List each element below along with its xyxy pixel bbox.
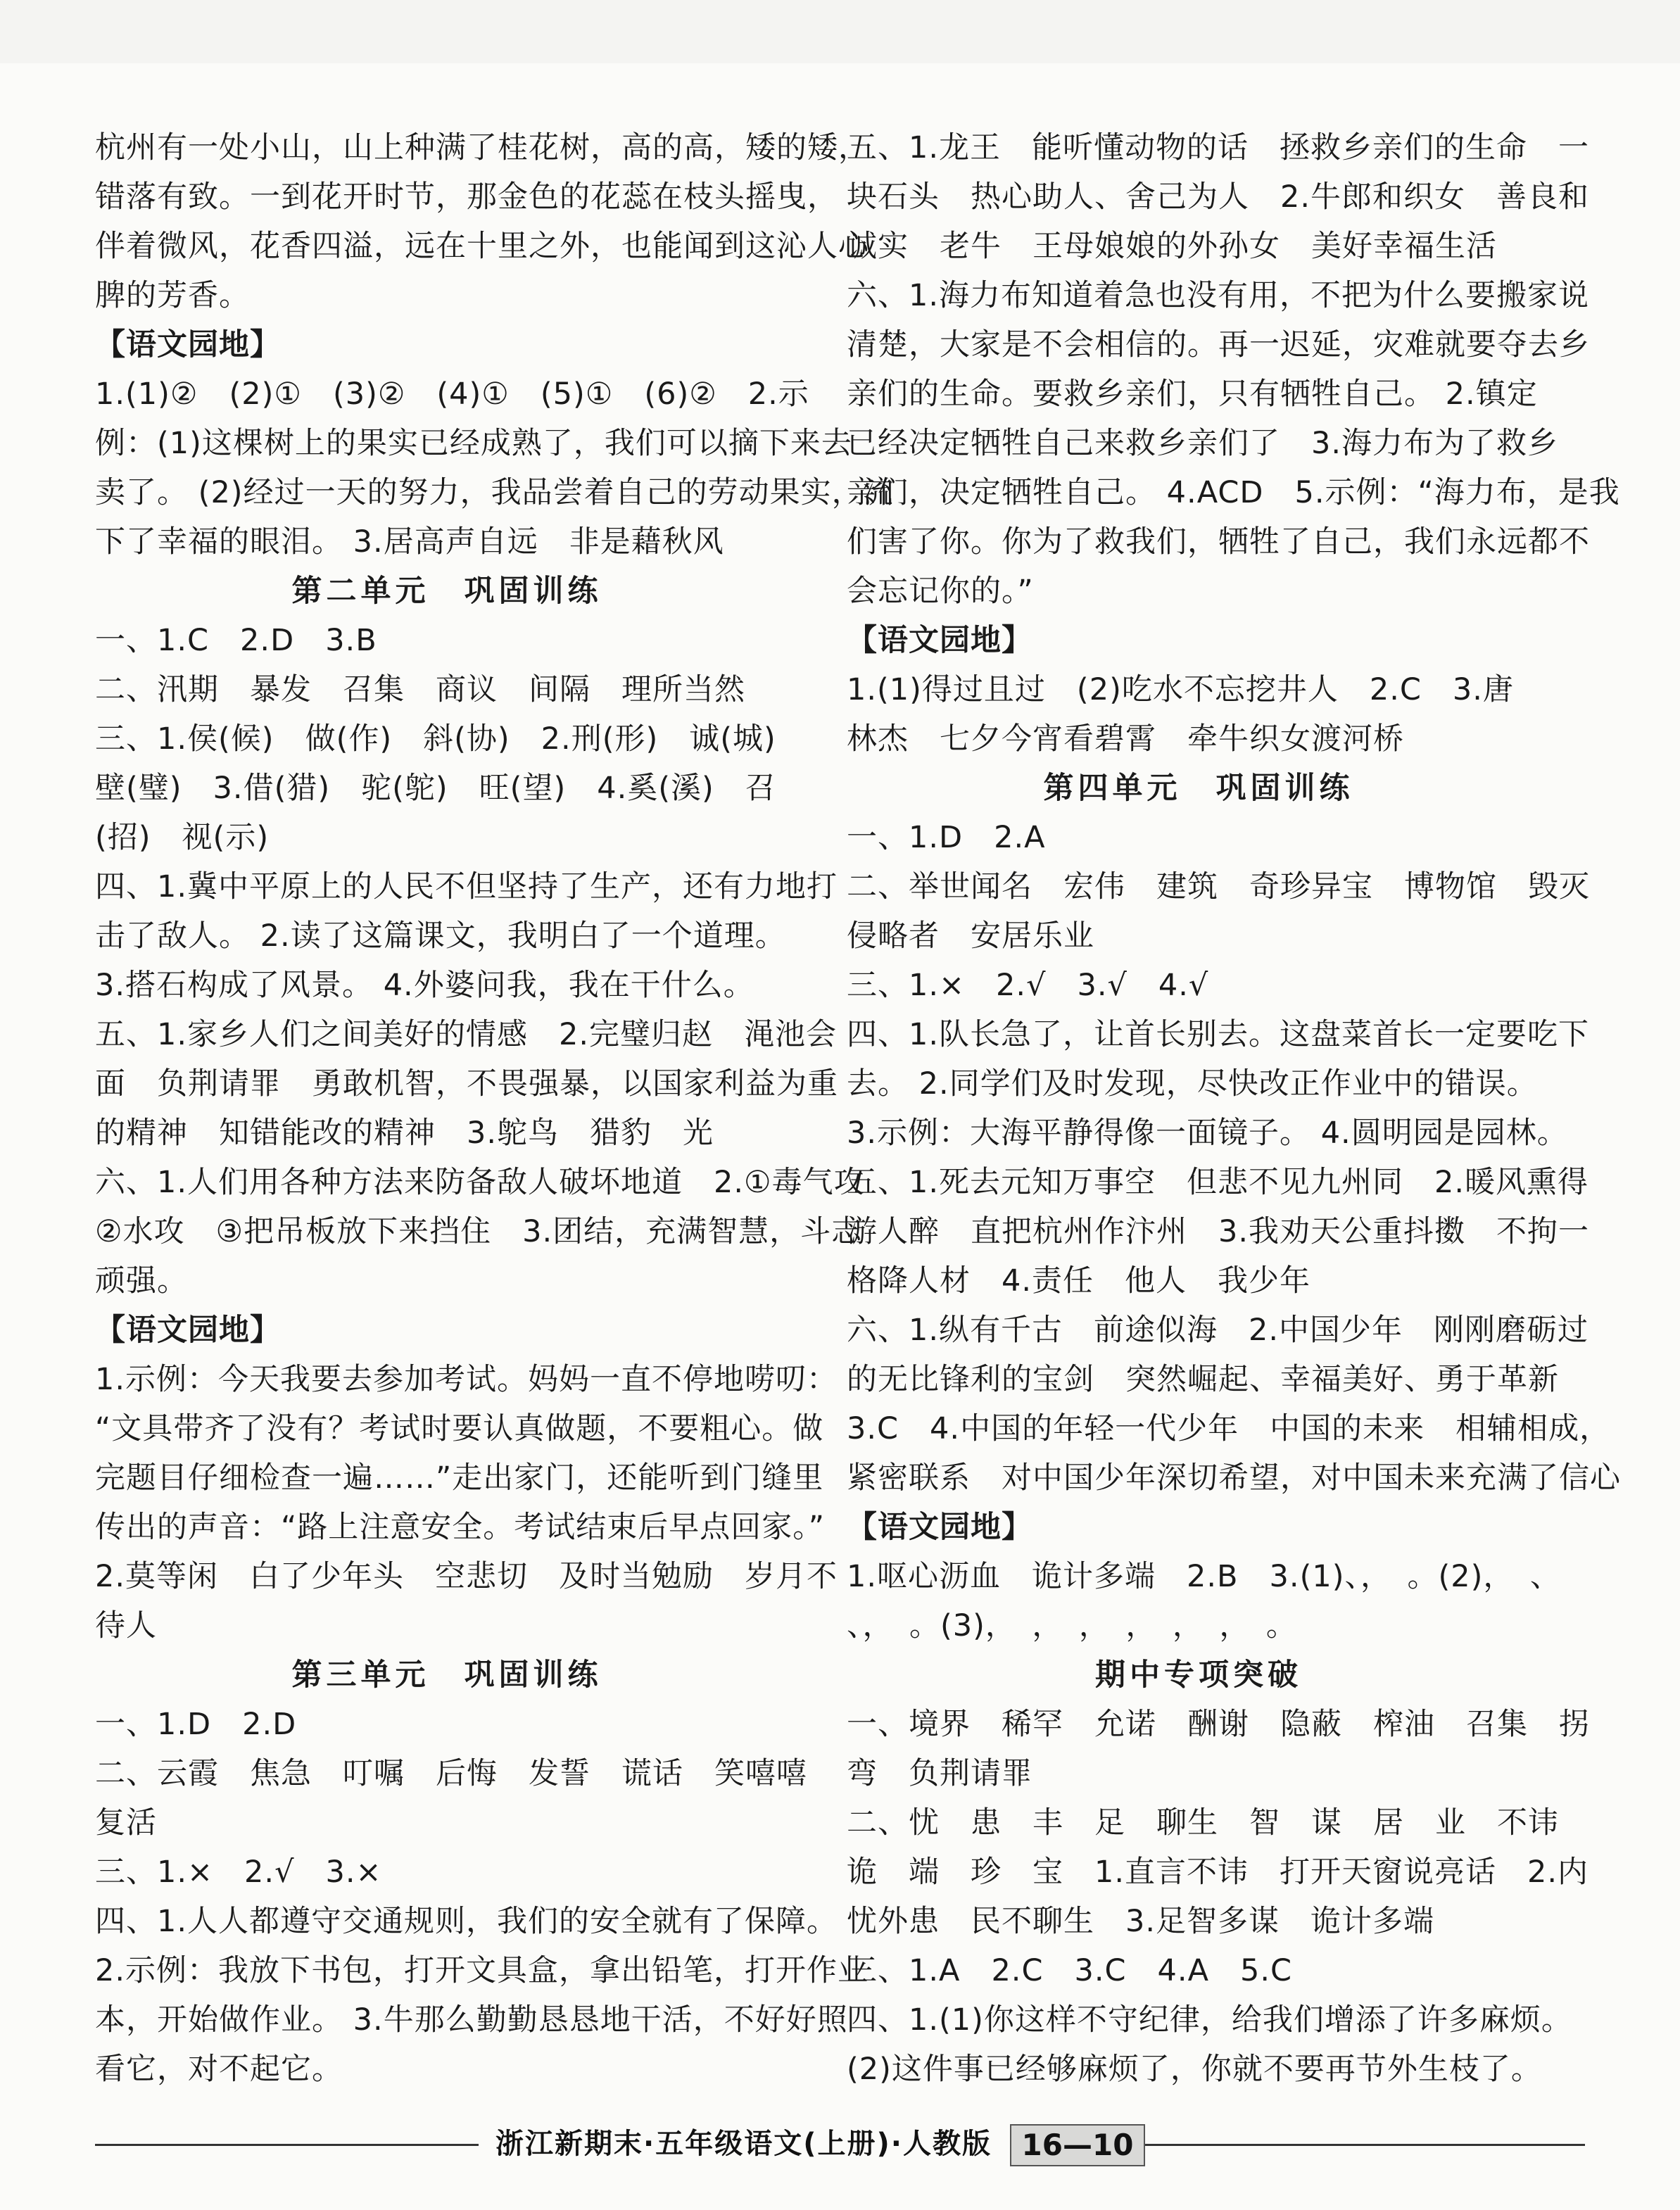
answer-line: 四、1.队长急了，让首长别去。这盘菜首长一定要吃下 bbox=[847, 1017, 1590, 1052]
answer-line: 们害了你。你为了救我们，牺牲了自己，我们永远都不 bbox=[847, 524, 1590, 560]
answer-line: 五、1.死去元知万事空 但悲不见九州同 2.暖风熏得 bbox=[847, 1165, 1589, 1200]
answer-line: 四、1.(1)你这样不守纪律，给我们增添了许多麻烦。 bbox=[847, 2002, 1572, 2038]
answer-line: 待人 bbox=[95, 1608, 157, 1643]
answer-line: 一、境界 稀罕 允诺 酬谢 隐蔽 榨油 召集 拐 bbox=[847, 1707, 1590, 1742]
answer-line: 亲们的生命。要救乡亲们，只有牺牲自己。 2.镇定 bbox=[847, 377, 1538, 412]
answer-line: 诡 端 珍 宝 1.直言不讳 打开天窗说亮话 2.内 bbox=[847, 1855, 1589, 1890]
answer-line: 卖了。 (2)经过一天的努力，我品尝着自己的劳动果实，流 bbox=[95, 475, 894, 510]
unit-title: 期中专项突破 bbox=[1095, 1658, 1302, 1693]
answer-line: 去。 2.同学们及时发现，尽快改正作业中的错误。 bbox=[847, 1066, 1538, 1101]
answer-line: 1.呕心沥血 诡计多端 2.B 3.(1)、， 。(2)， 、 bbox=[847, 1559, 1561, 1594]
answer-line: 看它，对不起它。 bbox=[95, 2052, 343, 2087]
page-footer bbox=[0, 2120, 1680, 2169]
answer-line: 四、1.冀中平原上的人民不但坚持了生产，还有力地打 bbox=[95, 869, 838, 904]
answer-line: 三、1.× 2.√ 3.√ 4.√ bbox=[847, 968, 1209, 1003]
answer-line: 3.示例：大海平静得像一面镜子。 4.圆明园是园林。 bbox=[847, 1116, 1568, 1151]
answer-line: 已经决定牺牲自己来救乡亲们了 3.海力布为了救乡 bbox=[847, 426, 1559, 461]
answer-line: 1.示例：今天我要去参加考试。妈妈一直不停地唠叨： bbox=[95, 1362, 838, 1397]
answer-line: 一、1.C 2.D 3.B bbox=[95, 623, 377, 658]
answer-line: 格降人材 4.责任 他人 我少年 bbox=[847, 1263, 1311, 1299]
answer-line: 脾的芳香。 bbox=[95, 278, 250, 313]
answer-line: 弯 负荆请罪 bbox=[847, 1756, 1032, 1791]
unit-title: 第二单元 巩固训练 bbox=[291, 574, 602, 609]
answer-line: 六、1.海力布知道着急也没有用，不把为什么要搬家说 bbox=[847, 278, 1590, 313]
answer-line: 诚实 老牛 王母娘娘的外孙女 美好幸福生活 bbox=[847, 229, 1497, 264]
answer-line: 例：(1)这棵树上的果实已经成熟了，我们可以摘下来去 bbox=[95, 426, 852, 461]
answer-line: 会忘记你的。” bbox=[847, 574, 1034, 609]
answer-line: 忧外患 民不聊生 3.足智多谋 诡计多端 bbox=[847, 1904, 1435, 1939]
answer-line: 五、1.家乡人们之间美好的情感 2.完璧归赵 渑池会 bbox=[95, 1017, 838, 1052]
answer-line: 一、1.D 2.D bbox=[95, 1707, 297, 1742]
answer-line: 2.莫等闲 白了少年头 空悲切 及时当勉励 岁月不 bbox=[95, 1559, 838, 1594]
answer-line: 的无比锋利的宝剑 突然崛起、幸福美好、勇于革新 bbox=[847, 1362, 1559, 1397]
answer-line: 林杰 七夕今宵看碧霄 牵牛织女渡河桥 bbox=[847, 721, 1404, 757]
section-heading: 【语文园地】 bbox=[95, 1313, 281, 1348]
answer-line: 游人醉 直把杭州作汴州 3.我劝天公重抖擞 不拘一 bbox=[847, 1214, 1590, 1249]
answer-line: 二、举世闻名 宏伟 建筑 奇珍异宝 博物馆 毁灭 bbox=[847, 869, 1590, 904]
answer-line: 2.示例：我放下书包，打开文具盒，拿出铅笔，打开作业 bbox=[95, 1953, 869, 1988]
answer-line: 侵略者 安居乐业 bbox=[847, 918, 1094, 954]
footer-rule-left bbox=[95, 2144, 479, 2146]
answer-line: 、， 。(3)， ， ， ， ， ， 。 bbox=[847, 1608, 1297, 1643]
answer-line: 三、1.A 2.C 3.C 4.A 5.C bbox=[847, 1953, 1293, 1988]
section-heading: 【语文园地】 bbox=[847, 623, 1032, 658]
answer-line: 传出的声音：“路上注意安全。考试结束后早点回家。” bbox=[95, 1510, 826, 1545]
answer-line: 二、忧 患 丰 足 聊生 智 谋 居 业 不讳 bbox=[847, 1805, 1559, 1840]
answer-line: 伴着微风，花香四溢，远在十里之外，也能闻到这沁人心 bbox=[95, 229, 869, 264]
answer-line: 三、1.侯(候) 做(作) 斜(协) 2.刑(形) 诚(城) bbox=[95, 721, 776, 757]
answer-line: 完题目仔细检查一遍……”走出家门，还能听到门缝里 bbox=[95, 1460, 824, 1496]
answer-line: 顽强。 bbox=[95, 1263, 188, 1299]
answer-line: 1.(1)得过且过 (2)吃水不忘挖井人 2.C 3.唐 bbox=[847, 672, 1514, 707]
answer-line: 本，开始做作业。 3.牛那么勤勤恳恳地干活，不好好照 bbox=[95, 2002, 848, 2038]
answer-line: 三、1.× 2.√ 3.× bbox=[95, 1855, 382, 1890]
answer-line: 块石头 热心助人、舍己为人 2.牛郎和织女 善良和 bbox=[847, 179, 1590, 215]
section-heading: 【语文园地】 bbox=[95, 327, 281, 362]
unit-title: 第三单元 巩固训练 bbox=[291, 1658, 602, 1693]
answer-line: (2)这件事已经够麻烦了，你就不要再节外生枝了。 bbox=[847, 2052, 1542, 2087]
page-top-edge bbox=[0, 0, 1680, 63]
answer-line: 1.(1)② (2)① (3)② (4)① (5)① (6)② 2.示 bbox=[95, 377, 809, 412]
answer-line: ②水攻 ③把吊板放下来挡住 3.团结，充满智慧，斗志 bbox=[95, 1214, 863, 1249]
footer-rule-right bbox=[1135, 2144, 1585, 2146]
answer-line: (招) 视(示) bbox=[95, 820, 270, 855]
answer-line: 击了敌人。 2.读了这篇课文，我明白了一个道理。 bbox=[95, 918, 786, 954]
answer-line: 3.搭石构成了风景。 4.外婆问我，我在干什么。 bbox=[95, 968, 754, 1003]
answer-line: “文具带齐了没有？考试时要认真做题，不要粗心。做 bbox=[95, 1411, 824, 1446]
right-column bbox=[847, 123, 1621, 2094]
answer-line: 五、1.龙王 能听懂动物的话 拯救乡亲们的生命 一 bbox=[847, 130, 1590, 165]
answer-line: 的精神 知错能改的精神 3.鸵鸟 猎豹 光 bbox=[95, 1116, 714, 1151]
answer-line: 亲们，决定牺牲自己。 4.ACD 5.示例：“海力布，是我 bbox=[847, 475, 1620, 510]
answer-line: 复活 bbox=[95, 1805, 157, 1840]
unit-title: 第四单元 巩固训练 bbox=[1043, 771, 1354, 806]
answer-line: 二、云霞 焦急 叮嘱 后悔 发誓 谎话 笑嘻嘻 bbox=[95, 1756, 807, 1791]
footer-book-title: 浙江新期末·五年级语文(上册)·人教版 bbox=[486, 2123, 1002, 2165]
answer-line: 一、1.D 2.A bbox=[847, 820, 1046, 855]
answer-line: 六、1.纵有千古 前途似海 2.中国少年 刚刚磨砺过 bbox=[847, 1313, 1589, 1348]
answer-line: 下了幸福的眼泪。 3.居高声自远 非是藉秋风 bbox=[95, 524, 724, 560]
left-column bbox=[95, 123, 894, 2094]
answer-line: 3.C 4.中国的年轻一代少年 中国的未来 相辅相成， bbox=[847, 1411, 1611, 1446]
answer-line: 二、汛期 暴发 召集 商议 间隔 理所当然 bbox=[95, 672, 745, 707]
section-heading: 【语文园地】 bbox=[847, 1510, 1032, 1545]
answer-line: 错落有致。一到花开时节，那金色的花蕊在枝头摇曳， bbox=[95, 179, 838, 215]
answer-line: 六、1.人们用各种方法来防备敌人破坏地道 2.①毒气攻 bbox=[95, 1165, 865, 1200]
answer-line: 杭州有一处小山，山上种满了桂花树，高的高，矮的矮， bbox=[95, 130, 869, 165]
answer-line: 四、1.人人都遵守交通规则，我们的安全就有了保障。 bbox=[95, 1904, 838, 1939]
answer-line: 紧密联系 对中国少年深切希望，对中国未来充满了信心 bbox=[847, 1460, 1621, 1496]
answer-line: 清楚，大家是不会相信的。再一迟延，灾难就要夺去乡 bbox=[847, 327, 1590, 362]
footer-page-number: 16—10 bbox=[1010, 2124, 1145, 2166]
answer-line: 面 负荆请罪 勇敢机智，不畏强暴，以国家利益为重 bbox=[95, 1066, 838, 1101]
answer-line: 壁(璧) 3.借(猎) 驼(鸵) 旺(望) 4.奚(溪) 召 bbox=[95, 771, 776, 806]
